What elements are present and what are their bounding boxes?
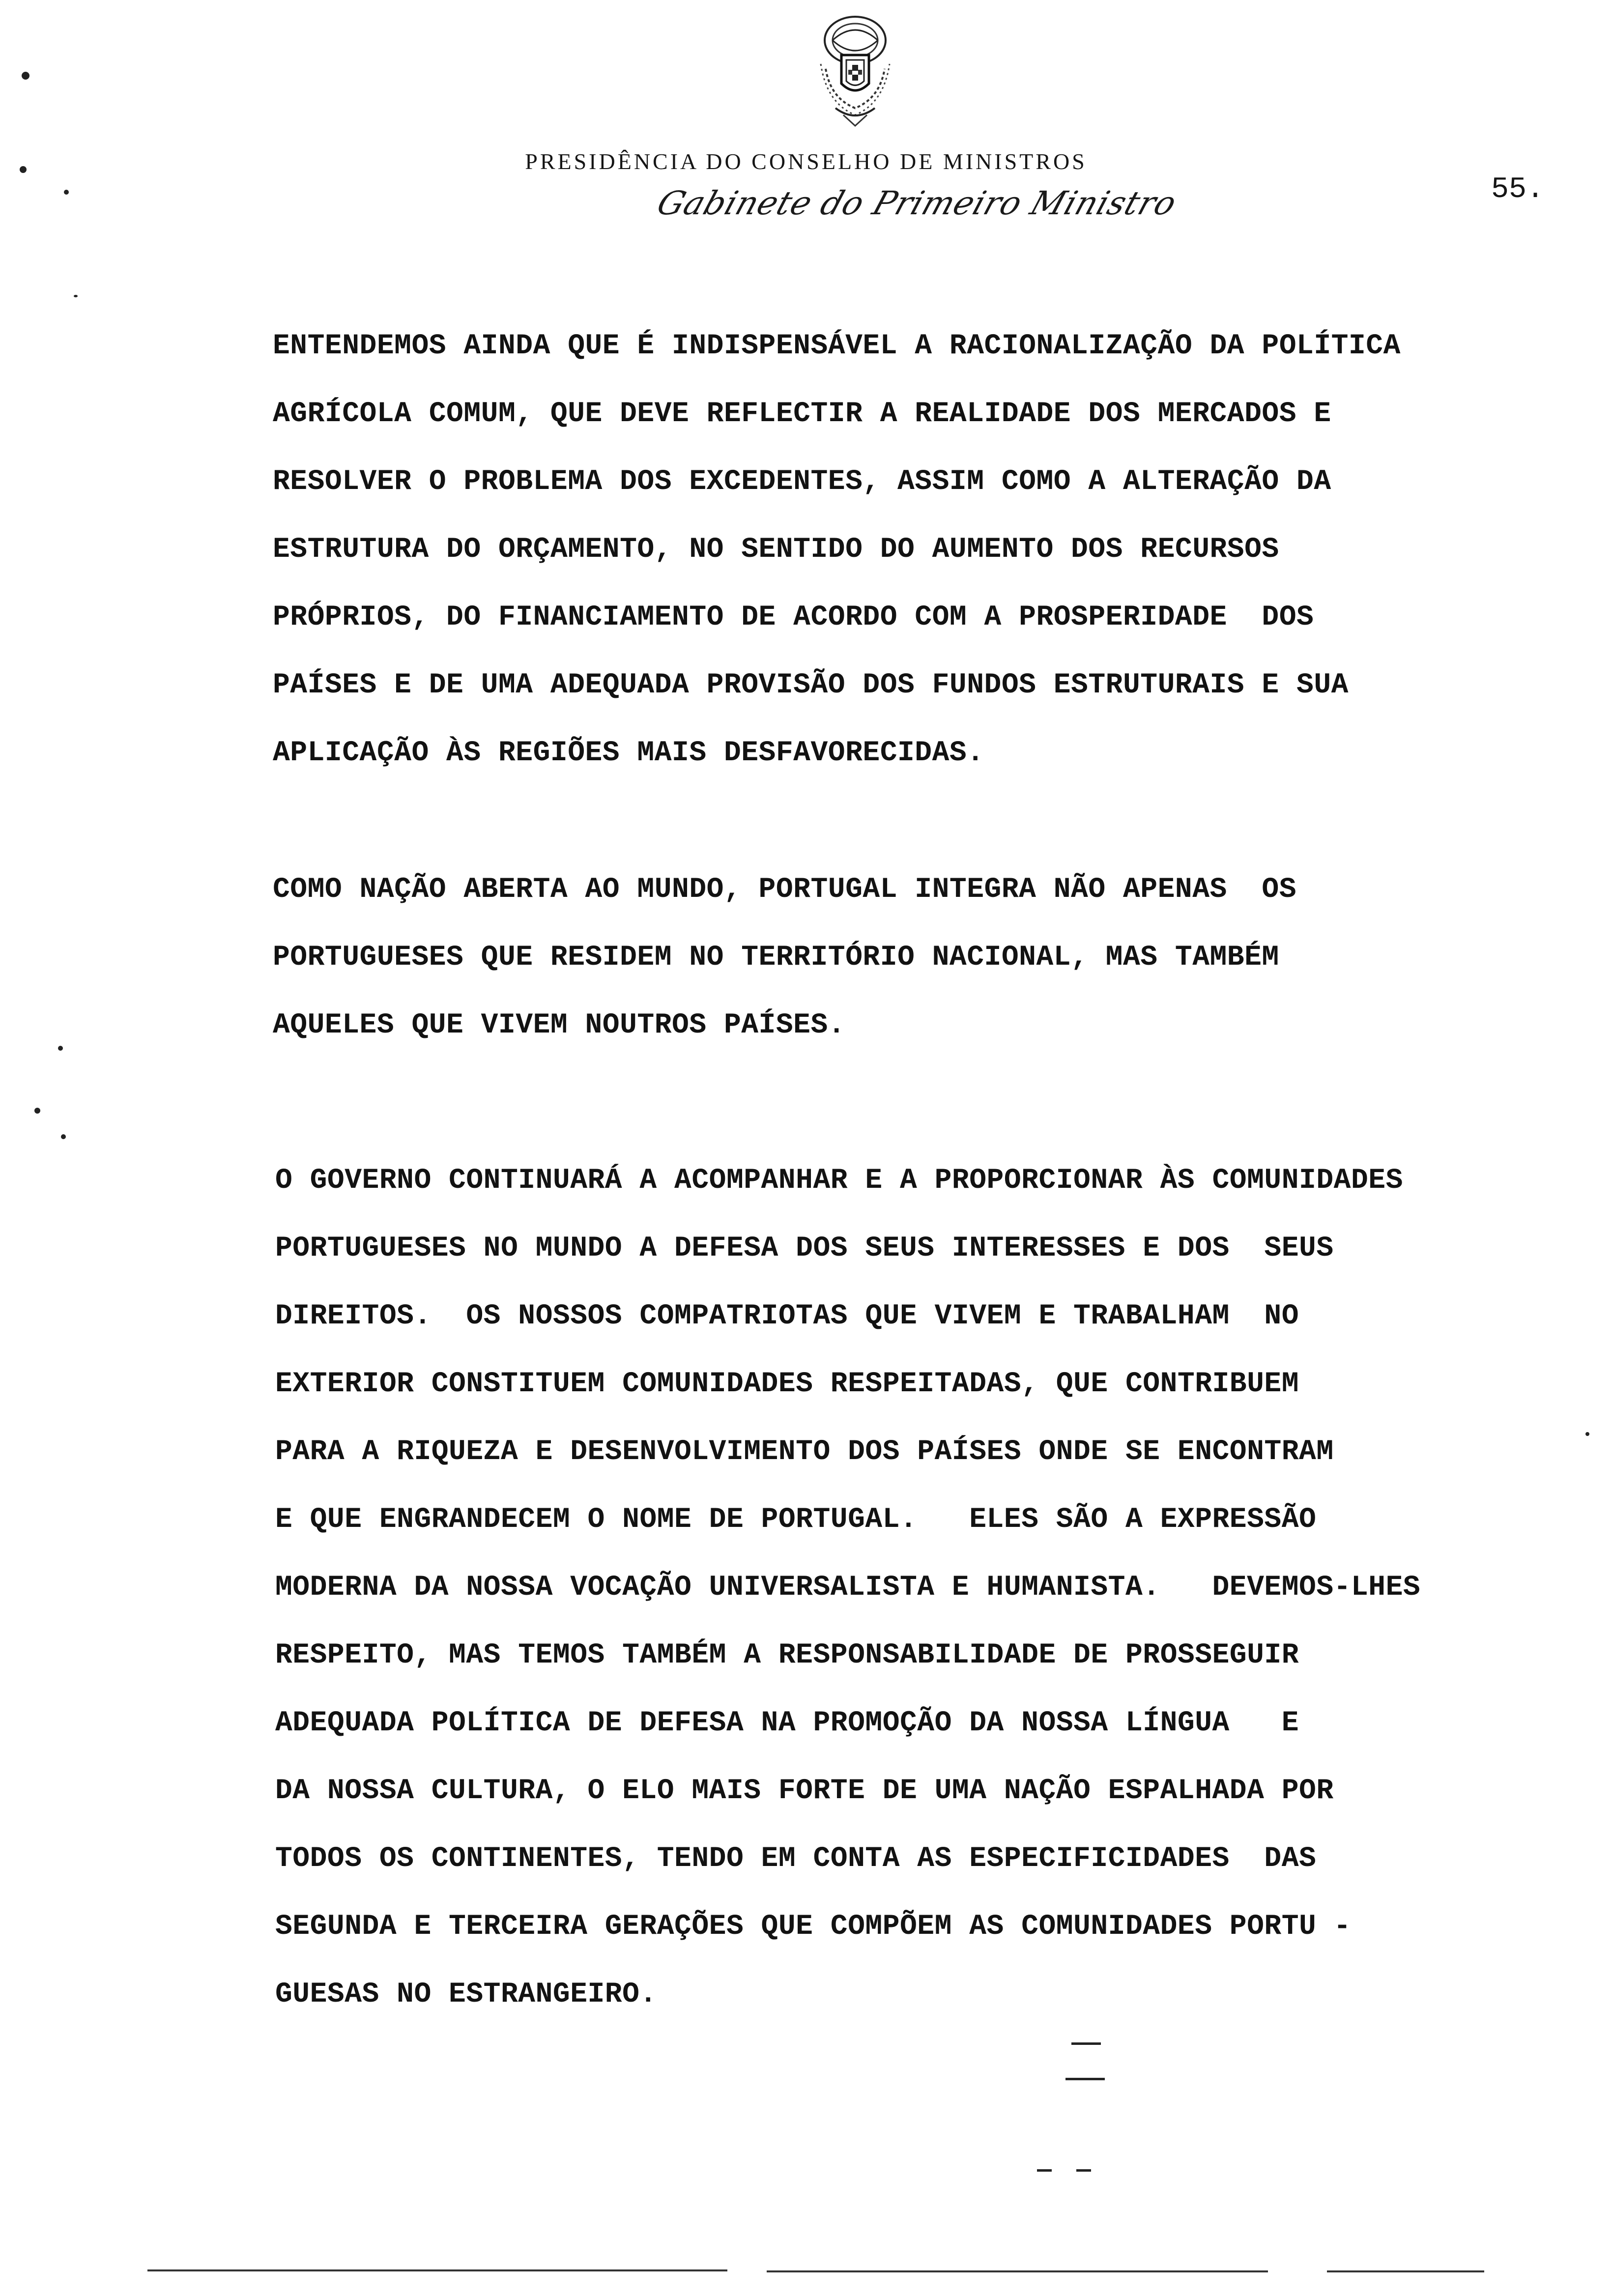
text-line: O GOVERNO CONTINUARÁ A ACOMPANHAR E A PROPORCIONAR ÀS COMUNIDADES [275,1165,1403,1197]
scan-mark [1076,2169,1091,2172]
scan-speck [64,190,69,195]
text-line: AGRÍCOLA COMUM, QUE DEVE REFLECTIR A REALIDADE DOS MERCADOS E [273,398,1331,430]
scan-speck [74,295,78,297]
office-signature: Gabinete do Primeiro Ministro [652,184,1182,222]
text-line: APLICAÇÃO ÀS REGIÕES MAIS DESFAVORECIDAS. [273,737,984,769]
text-line: EXTERIOR CONSTITUEM COMUNIDADES RESPEITADAS, QUE CONTRIBUEM [275,1368,1299,1400]
scan-speck [1585,1432,1589,1436]
text-line: GUESAS NO ESTRANGEIRO. [275,1979,657,2010]
bottom-rule [1327,2270,1484,2272]
coat-of-arms-icon [796,10,914,133]
text-line: ESTRUTURA DO ORÇAMENTO, NO SENTIDO DO AUMENTO DOS RECURSOS [273,534,1279,566]
scan-mark [1071,2042,1101,2045]
text-line: DIREITOS. OS NOSSOS COMPATRIOTAS QUE VIVEM E TRABALHAM NO [275,1300,1299,1332]
text-line: ENTENDEMOS AINDA QUE É INDISPENSÁVEL A RACIONALIZAÇÃO DA POLÍTICA [273,330,1401,362]
text-line: TODOS OS CONTINENTES, TENDO EM CONTA AS ESPECIFICIDADES DAS [275,1843,1317,1875]
scan-speck [20,166,27,173]
bottom-rule [147,2269,727,2271]
text-line: RESOLVER O PROBLEMA DOS EXCEDENTES, ASSIM COMO A ALTERAÇÃO DA [273,466,1331,498]
text-line: COMO NAÇÃO ABERTA AO MUNDO, PORTUGAL INTEGRA NÃO APENAS OS [273,874,1297,906]
text-line: AQUELES QUE VIVEM NOUTROS PAÍSES. [273,1009,846,1041]
text-line: PORTUGUESES QUE RESIDEM NO TERRITÓRIO NACIONAL, MAS TAMBÉM [273,942,1279,974]
text-line: E QUE ENGRANDECEM O NOME DE PORTUGAL. ELES SÃO A EXPRESSÃO [275,1504,1317,1536]
text-line: MODERNA DA NOSSA VOCAÇÃO UNIVERSALISTA E HUMANISTA. DEVEMOS-LHES [275,1572,1421,1604]
bottom-rule [767,2270,1268,2272]
scan-speck [22,72,29,80]
text-line: DA NOSSA CULTURA, O ELO MAIS FORTE DE UMA NAÇÃO ESPALHADA POR [275,1775,1334,1807]
text-line: PRÓPRIOS, DO FINANCIAMENTO DE ACORDO COM A PROSPERIDADE DOS [273,602,1314,633]
text-line: SEGUNDA E TERCEIRA GERAÇÕES QUE COMPÕEM AS COMUNIDADES PORTU - [275,1911,1351,1943]
text-line: ADEQUADA POLÍTICA DE DEFESA NA PROMOÇÃO DA NOSSA LÍNGUA E [275,1707,1299,1739]
scan-mark [1065,2078,1105,2080]
text-line: PORTUGUESES NO MUNDO A DEFESA DOS SEUS INTERESSES E DOS SEUS [275,1233,1334,1264]
institution-title: PRESIDÊNCIA DO CONSELHO DE MINISTROS [525,149,1087,174]
page-number: 55. [1491,173,1545,206]
text-line: PAÍSES E DE UMA ADEQUADA PROVISÃO DOS FUNDOS ESTRUTURAIS E SUA [273,669,1349,701]
text-line: RESPEITO, MAS TEMOS TAMBÉM A RESPONSABILIDADE DE PROSSEGUIR [275,1639,1299,1671]
text-line: PARA A RIQUEZA E DESENVOLVIMENTO DOS PAÍSES ONDE SE ENCONTRAM [275,1436,1334,1468]
scan-speck [58,1046,63,1051]
scan-mark [1037,2169,1052,2172]
scan-speck [34,1108,40,1114]
scan-speck [61,1134,66,1139]
